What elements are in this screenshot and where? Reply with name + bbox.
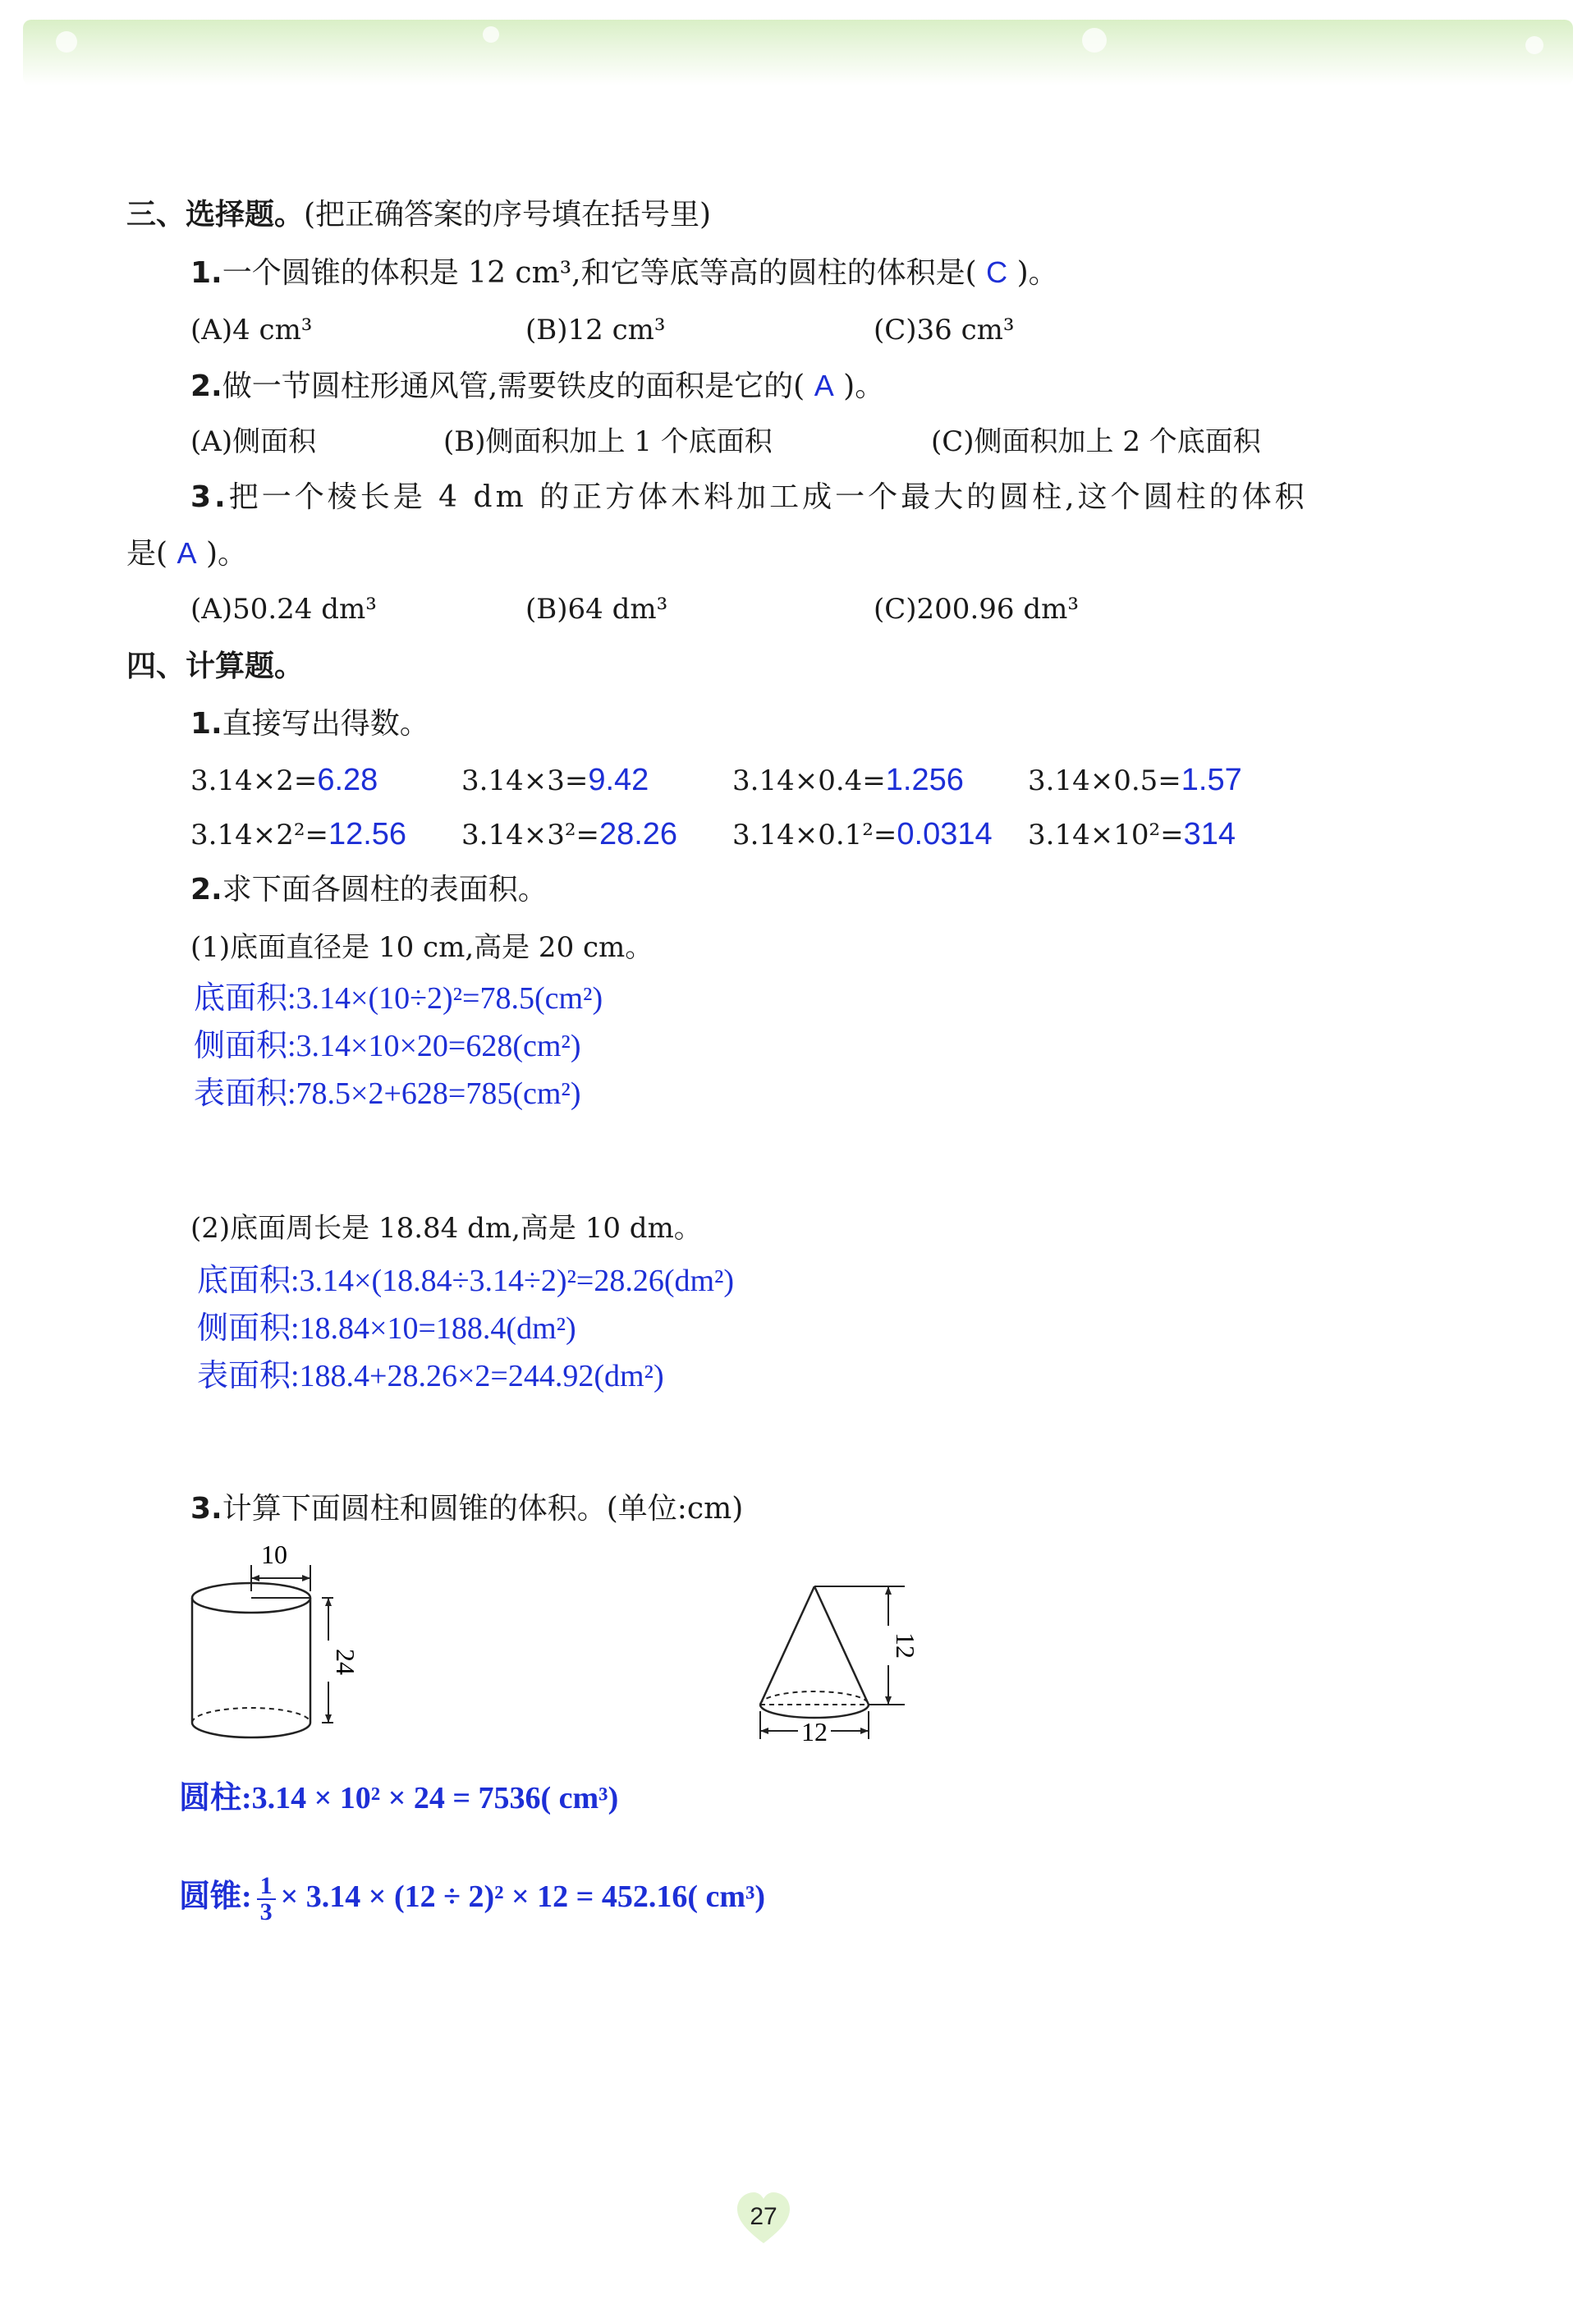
cylinder-volume-answer: 圆柱:3.14 × 10² × 24 = 7536( cm³) — [179, 1781, 619, 1815]
calc-item — [1028, 764, 1242, 797]
bubble-decor — [56, 31, 77, 53]
p3-line — [190, 1493, 743, 1526]
q1-option-c: (C)36 cm³ — [874, 314, 1015, 347]
q3-option-b: (B)64 dm³ — [525, 593, 668, 626]
p3-text: 计算下面圆柱和圆锥的体积。(单位:cm) — [222, 1492, 744, 1526]
calc-answer: 1.256 — [885, 763, 964, 797]
cone-height-label: 12 — [891, 1632, 920, 1659]
q3-answer: A — [177, 536, 197, 570]
p2-text: 求下面各圆柱的表面积。 — [222, 873, 548, 906]
calc-expr: 3.14×0.1²= — [732, 819, 897, 851]
fraction-numerator: 1 — [257, 1874, 276, 1900]
p2a-answer-line: 底面积:3.14×(10÷2)²=78.5(cm²) — [194, 981, 603, 1016]
p2a-question: (1)底面直径是 10 cm,高是 20 cm。 — [190, 931, 654, 964]
section4-title: 四、计算题。 — [126, 649, 305, 683]
calc-expr: 3.14×10²= — [1028, 819, 1184, 851]
header-banner — [23, 20, 1573, 85]
calc-item — [732, 764, 964, 797]
calc-answer: 314 — [1183, 817, 1236, 851]
q1-option-a: (A)4 cm³ — [190, 314, 313, 347]
p2b-answer-line: 表面积:188.4+28.26×2=244.92(dm²) — [197, 1359, 664, 1393]
calc-answer: 0.0314 — [897, 817, 993, 851]
bubble-decor — [483, 26, 499, 43]
q1-text: 一个圆锥的体积是 12 cm³,和它等底等高的圆柱的体积是( — [222, 256, 977, 290]
p3-number: 3. — [190, 1492, 222, 1526]
section3-title: 三、选择题。 — [126, 198, 305, 232]
q2-option-b: (B)侧面积加上 1 个底面积 — [443, 425, 773, 458]
cone-volume-answer — [179, 1872, 765, 1925]
section3-note: (把正确答案的序号填在括号里) — [304, 198, 712, 232]
calc-expr: 3.14×0.4= — [732, 764, 886, 797]
q2-option-a: (A)侧面积 — [190, 425, 317, 458]
calc-item — [190, 764, 378, 797]
q2-number: 2. — [190, 369, 222, 403]
cylinder-height-label: 24 — [331, 1649, 360, 1675]
calc-expr: 3.14×2²= — [190, 819, 328, 851]
cone-figure — [744, 1575, 924, 1752]
calc-answer: 9.42 — [588, 763, 649, 797]
fraction — [257, 1874, 276, 1925]
calc-item — [732, 818, 993, 851]
q3-option-c: (C)200.96 dm³ — [874, 593, 1079, 626]
p1-text: 直接写出得数。 — [222, 707, 429, 741]
q3-line — [190, 481, 1308, 514]
q2-option-c: (C)侧面积加上 2 个底面积 — [931, 425, 1261, 458]
q3-text: 把一个棱长是 4 dm 的正方体木料加工成一个最大的圆柱,这个圆柱的体积 — [228, 480, 1308, 514]
q1-end: )。 — [1016, 256, 1058, 290]
calc-expr: 3.14×2= — [190, 764, 318, 797]
cylinder-figure — [182, 1540, 360, 1739]
page-number: 27 — [750, 2203, 777, 2230]
calc-answer: 28.26 — [598, 817, 678, 851]
q3-cont-line — [126, 537, 247, 571]
p2b-answer-line: 底面积:3.14×(18.84÷3.14÷2)²=28.26(dm²) — [197, 1264, 735, 1298]
calc-expr: 3.14×3= — [461, 764, 589, 797]
p1-number: 1. — [190, 707, 222, 741]
cone-answer-label: 圆锥: — [179, 1879, 252, 1914]
q1-answer: C — [986, 255, 1008, 289]
cone-diameter-label: 12 — [801, 1717, 828, 1746]
q3-option-a: (A)50.24 dm³ — [190, 593, 377, 626]
calc-expr: 3.14×0.5= — [1028, 764, 1181, 797]
calc-answer: 6.28 — [317, 763, 378, 797]
p2-line — [190, 874, 548, 906]
q1-line — [190, 256, 1058, 290]
p2-number: 2. — [190, 873, 222, 906]
p2b-question: (2)底面周长是 18.84 dm,高是 10 dm。 — [190, 1212, 702, 1245]
calc-item — [1028, 818, 1236, 851]
calc-answer: 1.57 — [1181, 763, 1242, 797]
section3-heading — [126, 199, 711, 232]
fraction-denominator: 3 — [259, 1898, 273, 1926]
calc-item — [190, 818, 406, 851]
cylinder-top-label: 10 — [261, 1540, 287, 1569]
q3-cont: 是( — [126, 537, 168, 571]
bubble-decor — [1525, 36, 1543, 54]
q3-number: 3. — [190, 480, 229, 514]
p1-line — [190, 708, 429, 741]
q1-option-b: (B)12 cm³ — [525, 314, 666, 347]
q2-text: 做一节圆柱形通风管,需要铁皮的面积是它的( — [222, 369, 805, 403]
calc-item — [461, 818, 677, 851]
q2-answer: A — [814, 369, 834, 402]
p2a-answer-line: 表面积:78.5×2+628=785(cm²) — [194, 1076, 581, 1111]
cone-answer-expression: × 3.14 × (12 ÷ 2)² × 12 = 452.16( cm³) — [280, 1879, 766, 1914]
calc-answer: 12.56 — [328, 817, 407, 851]
bubble-decor — [1082, 28, 1107, 53]
q2-line — [190, 369, 884, 403]
p2a-answer-line: 侧面积:3.14×10×20=628(cm²) — [194, 1029, 581, 1063]
p2b-answer-line: 侧面积:18.84×10=188.4(dm²) — [197, 1311, 576, 1346]
q1-number: 1. — [190, 256, 222, 290]
q3-end: )。 — [205, 537, 248, 571]
calc-item — [461, 764, 649, 797]
q2-end: )。 — [843, 369, 885, 403]
calc-expr: 3.14×3²= — [461, 819, 599, 851]
